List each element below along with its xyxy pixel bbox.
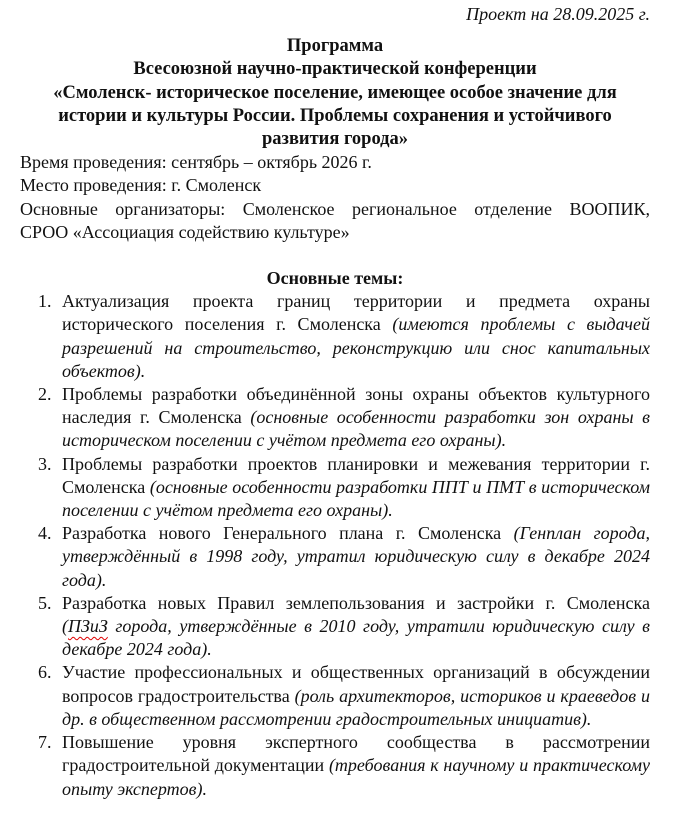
topic-text <box>62 383 650 453</box>
topic-item-7 <box>20 731 650 801</box>
topic-item-3 <box>20 453 650 523</box>
title-block <box>20 35 650 151</box>
topic-text-segment: Разработка нового Генерального плана г. Смоленска <box>62 523 514 544</box>
topic-text-segment: (требования к научному и практическому опыту экспертов). <box>62 755 650 799</box>
topic-item-5 <box>20 592 650 662</box>
details-block <box>20 151 650 244</box>
topic-number: 4. <box>38 523 52 544</box>
topic-text-segment: Проблемы разработки проектов планировки и межевания территории г. Смоленска <box>62 453 650 497</box>
time-of-event-line: Время проведения: сентябрь – октябрь 2026 г. <box>20 152 372 173</box>
document-title-line1: Программа <box>286 36 384 57</box>
topic-text-segment: (основные особенности разработки зон охраны в историческом поселении с учётом предмета его охраны). <box>62 407 650 451</box>
topic-text-segment: (имеются проблемы с выдачей разрешений на строительство, реконструкцию или снос капитальных объектов). <box>62 314 650 381</box>
topic-number: 6. <box>38 662 52 683</box>
topic-number: 7. <box>38 732 52 753</box>
topic-text-segment: (роль архитекторов, историков и краеведов и др. в общественном рассмотрении градостроительных инициатив). <box>62 685 650 729</box>
organizers-line-2: СРОО «Ассоциация содействию культуре» <box>20 221 350 242</box>
topic-number: 1. <box>38 291 52 312</box>
topic-number: 5. <box>38 592 52 613</box>
topic-item-1 <box>20 290 650 383</box>
topic-text-segment: Участие профессиональных и общественных организаций в обсуждении вопросов градостроительства <box>62 662 650 706</box>
topic-text-segment: Повышение уровня экспертного сообщества в рассмотрении градостроительной документации <box>62 732 650 776</box>
document-title-quote: «Смоленск- историческое поселение, имеющее особое значение для истории и культуры России. Проблемы сохранения и устойчивого развития города» <box>53 82 617 150</box>
topic-text-segment: Актуализация проекта границ территории и предмета охраны исторического поселения г. Смоленска <box>62 291 650 335</box>
topic-text-segment: Разработка новых Правил землепользования и застройки г. Смоленска <box>62 592 650 613</box>
topics-list <box>20 290 650 800</box>
topic-text <box>62 290 650 383</box>
topic-text-segment: Проблемы разработки объединённой зоны охраны объектов культурного наследия г. Смоленска <box>62 384 650 428</box>
organizers-line-1: Основные организаторы: Смоленское региональное отделение ВООПИК, <box>20 198 650 219</box>
topic-item-4 <box>20 522 650 592</box>
topic-number: 2. <box>38 384 52 405</box>
topic-text-segment: ( <box>62 616 68 637</box>
topics-heading: Основные темы: <box>266 268 404 289</box>
topic-number: 3. <box>38 453 52 474</box>
topic-text-segment: города, утверждённые в 2010 году, утратили юридическую силу в декабре 2024 года). <box>62 616 650 660</box>
topic-text <box>62 731 650 801</box>
place-of-event-line: Место проведения: г. Смоленск <box>20 175 262 196</box>
topic-text-segment: (Генплан города, утверждённый в 1998 году, утратил юридическую силу в декабре 2024 года). <box>62 523 650 590</box>
topic-text <box>62 453 650 523</box>
topic-item-6 <box>20 661 650 731</box>
topic-text-segment: (основные особенности разработки ППТ и ПМТ в историческом поселении с учётом предмета его охраны). <box>62 476 651 521</box>
project-note: Проект на 28.09.2025 г. <box>466 4 650 24</box>
document-title-line2: Всесоюзной научно-практической конференции <box>133 59 537 80</box>
topic-item-2 <box>20 383 650 453</box>
topic-text <box>62 661 650 731</box>
topic-text <box>62 522 650 592</box>
topic-text <box>62 592 650 662</box>
spellcheck-flagged-word: ПЗиЗ <box>68 616 108 637</box>
